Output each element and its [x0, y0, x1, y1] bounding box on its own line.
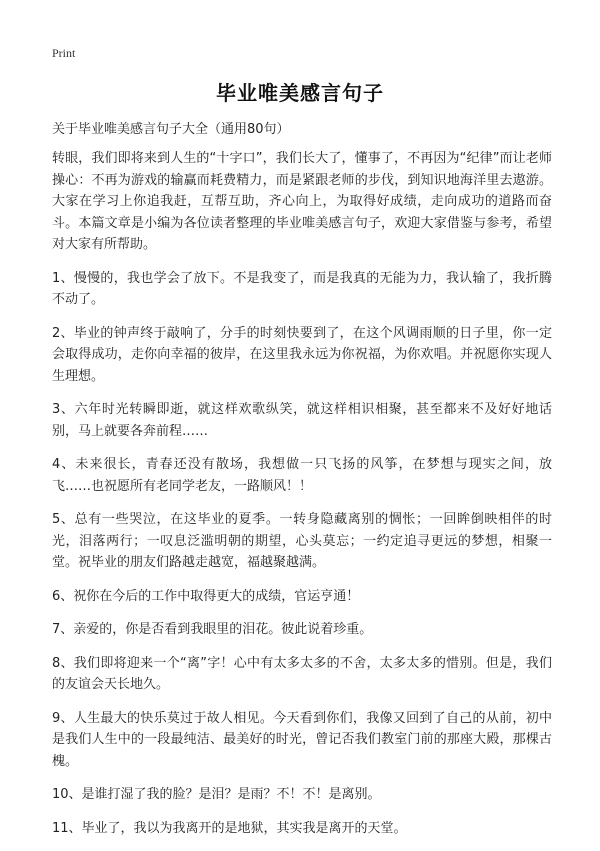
list-item: 5、总有一些哭泣，在这毕业的夏季。一转身隐藏离别的惆怅；一回眸倒映相伴的时光，泪落两行；一叹息泛滥明朝的期望，心头莫忘；一约定追寻更远的梦想，相聚一堂。祝毕业的朋友们路越走越宽，福越聚越满。	[52, 512, 552, 570]
list-item: 8、我们即将迎来一个“离”字！心中有太多太多的不舍，太多太多的惜别。但是，我们的友谊会天长地久。	[52, 655, 552, 692]
intro-paragraph: 转眼，我们即将来到人生的“十字口”，我们长大了，懂事了，不再因为“纪律”而让老师操心：不再为游戏的输赢而耗费精力，而是紧跟老师的步伐，到知识地海洋里去遨游。大家在学习上你追我赶，互帮互助，齐心向上，为取得好成绩，走向成功的道路而奋斗。本篇文章是小编为各位读者整理的毕业唯美感言句子，欢迎大家借鉴与参考，希望对大家有所帮助。	[52, 151, 552, 252]
list-item: 6、祝你在今后的工作中取得更大的成绩，官运亨通！	[52, 588, 360, 604]
list-item: 7、亲爱的，你是否看到我眼里的泪花。彼此说着珍重。	[52, 622, 373, 637]
list-item: 2、毕业的钟声终于敲响了，分手的时刻快要到了，在这个风调雨顺的日子里，你一定会取得成功，走你向幸福的彼岸，在这里我永远为你祝福，为你欢唱。并祝愿你实现人生理想。	[52, 325, 552, 384]
list-item: 9、人生最大的快乐莫过于故人相见。今天看到你们，我像又回到了自己的从前，初中是我们人生中的一段最纯洁、最美好的时光，曾记否我们教室门前的那座大殿，那棵古槐。	[52, 710, 552, 769]
list-item: 11、毕业了，我以为我离开的是地狱，其实我是离开的天堂。	[52, 820, 407, 836]
document-subtitle: 关于毕业唯美感言句子大全（通用80句）	[52, 122, 290, 137]
list-item: 10、是谁打湿了我的脸？是泪？是雨？不！不！是离别。	[52, 787, 381, 802]
list-item: 1、慢慢的，我也学会了放下。不是我变了，而是我真的无能为力，我认输了，我折腾不动了。	[52, 270, 552, 307]
list-item: 4、未来很长，青春还没有散场，我想做一只飞扬的风筝，在梦想与现实之间，放飞……也祝愿所有老同学老友，一路顺风！！	[52, 457, 552, 494]
print-label[interactable]: Print	[52, 46, 76, 60]
document-title: 毕业唯美感言句子	[216, 81, 384, 105]
list-item: 3、六年时光转瞬即逝，就这样欢歌纵笑，就这样相识相聚，甚至都来不及好好地话别，马上就要各奔前程……	[52, 402, 552, 439]
document-body	[52, 148, 552, 851]
